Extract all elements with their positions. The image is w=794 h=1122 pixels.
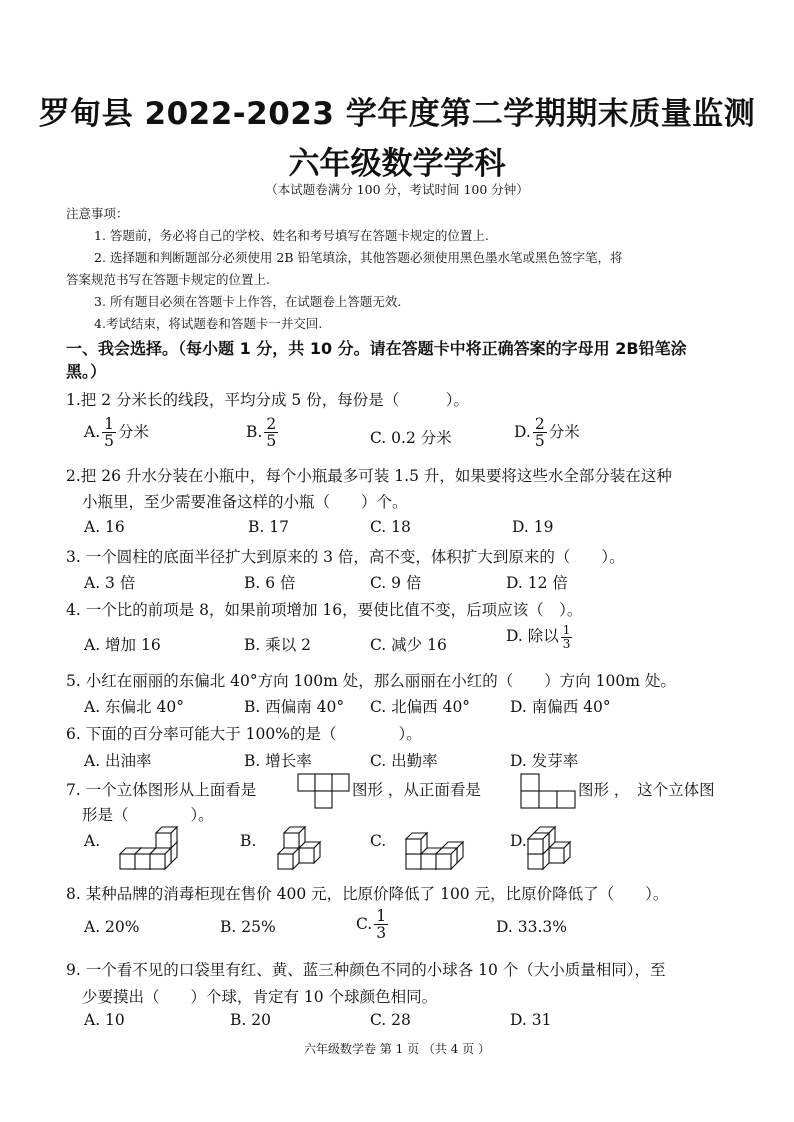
q6-option-c: C. 出勤率: [370, 752, 438, 770]
question-5: 5. 小红在丽丽的东偏北 40°方向 100m 处，那么丽丽在小红的（ ）方向 100m 处。: [66, 672, 676, 690]
q7-option-a: A.: [84, 832, 101, 850]
q9-option-c: C. 28: [370, 1011, 411, 1029]
q6-option-b: B. 增长率: [244, 752, 312, 770]
cube-front-face: [156, 833, 171, 848]
question-7-end: 图形 ， 这个立体图: [578, 781, 715, 799]
notice-item: 1. 答题前，务必将自己的学校、姓名和考号填写在答题卡规定的位置上.: [94, 228, 489, 243]
exam-subtitle: （本试题卷满分 100 分，考试时间 100 分钟）: [265, 182, 529, 197]
q2-option-b: B. 17: [248, 518, 289, 536]
notice-item: 4.考试结束，将试题卷和答题卡一并交回.: [94, 316, 323, 331]
question-1: 1.把 2 分米长的线段，平均分成 5 份，每份是（ ）。: [66, 391, 469, 409]
q5-option-c: C. 北偏西 40°: [370, 698, 471, 716]
question-3: 3. 一个圆柱的底面半径扩大到原来的 3 倍，高不变，体积扩大到原来的（ ）。: [66, 548, 625, 566]
front-view-figure: [521, 773, 581, 811]
cube-front-face: [436, 854, 451, 869]
question-2-cont: 小瓶里，至少需要准备这样的小瓶（ ）个。: [82, 493, 408, 511]
q5-option-d: D. 南偏西 40°: [510, 698, 611, 716]
cube-front-face: [284, 833, 299, 848]
q1-option-a: A. $\frac{1}{5}$ 分米: [84, 415, 150, 451]
q9-option-a: A. 10: [84, 1011, 125, 1029]
cube-front-face: [528, 839, 543, 854]
exam-title-line1: 罗甸县 2022-2023 学年度第二学期期末质量监测: [38, 96, 756, 132]
q3-option-b: B. 6 倍: [244, 574, 296, 592]
q3-option-a: A. 3 倍: [84, 574, 136, 592]
q1-option-c: C. 0.2 分米: [370, 429, 452, 447]
q4-option-b: B. 乘以 2: [244, 636, 312, 654]
q7-option-c-figure: [404, 818, 484, 872]
cube-front-face: [150, 854, 165, 869]
cube-front-face: [406, 854, 421, 869]
q2-option-a: A. 16: [84, 518, 125, 536]
question-2: 2.把 26 升水分装在小瓶中，每个小瓶最多可装 1.5 升，如果要将这些水全部分装在这种: [66, 467, 672, 485]
q4-option-d: D. 除以 $\frac{1}{3}$: [506, 623, 571, 651]
cube-front-face: [299, 848, 314, 863]
q7-option-b-figure: [276, 818, 346, 872]
question-8: 8. 某种品牌的消毒柜现在售价 400 元，比原价降低了 100 元，比原价降低了（ ）。: [66, 885, 669, 903]
cube-front-face: [406, 839, 421, 854]
question-7-cont: 形是（ ）。: [82, 806, 214, 824]
section-heading-cont: 黑。）: [66, 362, 107, 381]
top-view-figure: [298, 773, 354, 811]
question-7: 7. 一个立体图形从上面看是: [66, 781, 257, 799]
q7-option-c: C.: [370, 832, 387, 850]
q8-option-a: A. 20%: [84, 918, 140, 936]
q9-option-d: D. 31: [510, 1011, 552, 1029]
q4-option-c: C. 减少 16: [370, 636, 447, 654]
top-view-square: [315, 791, 332, 808]
cube-front-face: [549, 848, 564, 863]
front-view-square: [521, 791, 539, 808]
cube-front-face: [421, 854, 436, 869]
q7-option-b: B.: [240, 832, 257, 850]
top-view-square: [332, 774, 349, 791]
q2-option-d: D. 19: [512, 518, 554, 536]
exam-title-line2: 六年级数学学科: [288, 146, 506, 182]
q3-option-d: D. 12 倍: [506, 574, 568, 592]
cube-front-face: [135, 854, 150, 869]
front-view-square: [557, 791, 575, 808]
q7-option-a-figure: [118, 818, 198, 872]
cube-front-face: [528, 854, 543, 869]
question-6: 6. 下面的百分率可能大于 100%的是（ ）。: [66, 725, 422, 743]
top-view-square: [315, 774, 332, 791]
question-9: 9. 一个看不见的口袋里有红、黄、蓝三种颜色不同的小球各 10 个（大小质量相同），至: [66, 961, 666, 979]
page-footer: 六年级数学卷 第 1 页 （共 4 页 ）: [304, 1042, 490, 1056]
cube-front-face: [278, 854, 293, 869]
q6-option-d: D. 发芽率: [510, 752, 579, 770]
notice-item: 答案规范书写在答题卡规定的位置上.: [66, 272, 270, 287]
front-view-square: [521, 774, 539, 791]
question-7-mid: 图形 ，从正面看是: [352, 781, 481, 799]
q8-option-b: B. 25%: [220, 918, 276, 936]
notice-item: 2. 选择题和判断题部分必须使用 2B 铅笔填涂，其他答题必须使用黑色墨水笔或黑色签字笔，将: [94, 250, 623, 265]
q3-option-c: C. 9 倍: [370, 574, 422, 592]
q8-option-c: C. $\frac{1}{3}$: [356, 907, 387, 943]
q4-option-a: A. 增加 16: [84, 636, 161, 654]
section-heading: 一、我会选择。（每小题 1 分，共 10 分。请在答题卡中将正确答案的字母用 2B铅笔涂: [66, 339, 687, 358]
q5-option-b: B. 西偏南 40°: [244, 698, 345, 716]
question-4: 4. 一个比的前项是 8，如果前项增加 16，要使比值不变，后项应该（ ）。: [66, 601, 583, 619]
front-view-square: [539, 791, 557, 808]
notice-heading: 注意事项：: [66, 206, 129, 221]
q7-option-d: D.: [510, 832, 527, 850]
q1-option-d: D. $\frac{2}{5}$ 分米: [514, 415, 580, 451]
top-view-square: [298, 774, 315, 791]
q8-option-d: D. 33.3%: [496, 918, 567, 936]
q5-option-a: A. 东偏北 40°: [84, 698, 184, 716]
q6-option-a: A. 出油率: [84, 752, 152, 770]
q7-option-d-figure: [526, 818, 596, 872]
q9-option-b: B. 20: [230, 1011, 271, 1029]
cube-front-face: [120, 854, 135, 869]
notice-item: 3. 所有题目必须在答题卡上作答，在试题卷上答题无效.: [94, 294, 402, 309]
q1-option-b: B. $\frac{2}{5}$: [246, 415, 277, 451]
q2-option-c: C. 18: [370, 518, 411, 536]
question-9-cont: 少要摸出（ ）个球，肯定有 10 个球颜色相同。: [82, 988, 438, 1006]
